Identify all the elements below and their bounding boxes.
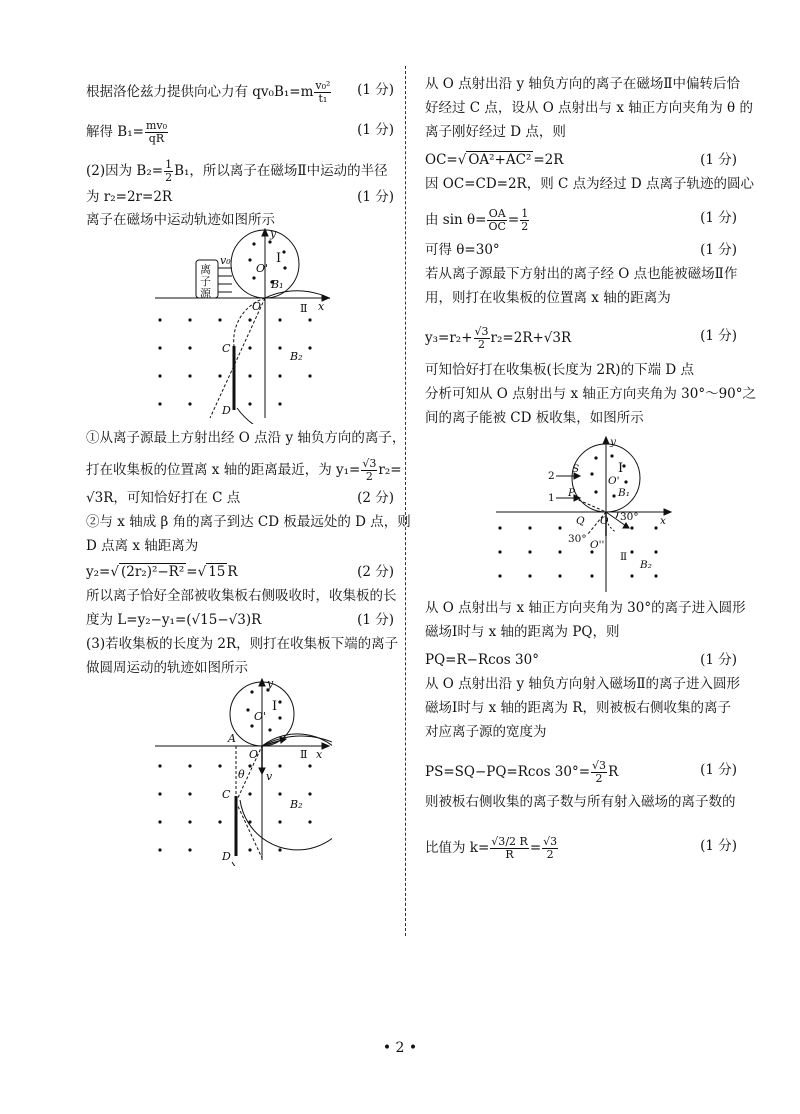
fig1-caption: 离子在磁场中运动轨迹如图所示 xyxy=(86,212,275,228)
svg-text:30°: 30° xyxy=(568,533,587,545)
svg-text:B₁: B₁ xyxy=(271,278,284,291)
p1b: 打在收集板的位置离 x 轴的距离最近，为 y₁= $\frac{√3}{2}$ r₂= xyxy=(86,457,402,483)
p3a: 所以离子恰好全部被收集板右侧吸收时，收集板的长 xyxy=(86,588,397,604)
svg-text:离: 离 xyxy=(200,263,211,276)
svg-text:Ⅱ: Ⅱ xyxy=(300,302,308,315)
column-divider xyxy=(405,66,406,936)
svg-text:B₂: B₂ xyxy=(290,350,303,363)
p1c: √3R，可知恰好打在 C 点 (2 分) xyxy=(86,490,394,506)
r19: 对应离子源的宽度为 xyxy=(425,724,547,740)
svg-text:O': O' xyxy=(608,475,620,487)
svg-text:源: 源 xyxy=(200,287,211,300)
svg-text:Ⅰ: Ⅰ xyxy=(276,251,282,266)
svg-text:B₂: B₂ xyxy=(290,798,303,811)
svg-text:y: y xyxy=(610,436,616,448)
r9: 用，则打在收集板的位置离 x 轴的距离为 xyxy=(425,290,671,306)
svg-text:y: y xyxy=(270,228,277,240)
svg-text:D: D xyxy=(222,850,231,863)
svg-text:O': O' xyxy=(254,710,267,723)
eq-lorentz: 根据洛伦兹力提供向心力有 qv₀B₁=m $\frac{\text{v₀²}}{\text{t₁}}$ (1 分) xyxy=(86,79,394,105)
r15: 磁场Ⅰ时与 x 轴的距离为 PQ，则 xyxy=(425,624,620,640)
figure-2-trajectory xyxy=(150,678,332,866)
r12: 分析可知从 O 点射出与 x 轴正方向夹角为 30°～90°之 xyxy=(425,386,756,402)
r2: 好经过 C 点，设从 O 点射出与 x 轴正方向夹角为 θ 的 xyxy=(425,100,753,116)
svg-text:O: O xyxy=(249,748,259,761)
eq-b1: 解得 B₁= $\frac{\text{mv₀}}{qR}$ (1 分) xyxy=(86,119,394,145)
svg-text:x: x xyxy=(318,300,325,313)
r11: 可知恰好打在收集板(长度为 2R)的下端 D 点 xyxy=(425,362,694,378)
svg-text:C: C xyxy=(222,342,231,355)
p3b: 度为 L=y₂−y₁=(√15−√3)R (1 分) xyxy=(86,612,394,628)
svg-text:P: P xyxy=(568,487,576,499)
svg-text:S: S xyxy=(572,463,580,475)
r13: 间的离子能被 CD 板收集，如图所示 xyxy=(425,410,644,426)
svg-text:y: y xyxy=(267,678,274,690)
p2b: D 点离 x 轴距离为 xyxy=(86,538,199,554)
svg-text:θ: θ xyxy=(238,768,245,781)
p2a: ②与 x 轴成 β 角的离子到达 CD 板最远处的 D 点，则 xyxy=(86,514,411,530)
eq-y3: y₃=r₂+ $\frac{√3}{2}$ r₂=2R+√3R (1 分) xyxy=(425,325,737,351)
eq-pq: PQ=R−Rcos 30° (1 分) xyxy=(425,652,737,668)
svg-text:O': O' xyxy=(256,262,269,275)
svg-text:Ⅱ: Ⅱ xyxy=(300,748,308,761)
page-number: • 2 • xyxy=(382,1040,418,1056)
eq-ps: PS=SQ−PQ=Rcos 30°= $\frac{√3}{2}$ R (1 分) xyxy=(425,759,737,785)
eq-r2: 为 r₂=2r=2R (1 分) xyxy=(86,189,394,205)
svg-text:子: 子 xyxy=(200,275,211,288)
svg-text:C: C xyxy=(222,788,231,801)
p1a: ①从离子源最上方射出经 O 点沿 y 轴负方向的离子， xyxy=(86,430,406,446)
svg-text:B₂: B₂ xyxy=(640,559,652,571)
p4b: 做圆周运动的轨迹如图所示 xyxy=(86,660,248,676)
r8: 若从离子源最下方射出的离子经 O 点也能被磁场Ⅱ作 xyxy=(425,266,738,282)
part2-text: (2)因为 B₂= $\frac{1}{2}$ B₁，所以离子在磁场Ⅱ中运动的半径 xyxy=(86,158,388,184)
svg-text:A: A xyxy=(228,732,236,745)
eq-sin: 由 sin θ= $\frac{OA}{OC}$ = $\frac{1}{2}$ (1 分) xyxy=(425,207,737,233)
svg-text:O'': O'' xyxy=(590,539,605,551)
eq-theta: 可得 θ=30° (1 分) xyxy=(425,242,737,258)
svg-text:30°: 30° xyxy=(620,511,639,523)
figure-3-trajectory xyxy=(492,436,682,596)
svg-text:v₀: v₀ xyxy=(220,254,231,267)
r18: 磁场Ⅰ时与 x 轴的距离为 R，则被板右侧收集的离子 xyxy=(425,700,731,716)
eq-oc: OC=√ OA²+AC² =2R (1 分) xyxy=(425,152,737,168)
svg-text:Ⅰ: Ⅰ xyxy=(272,699,278,714)
r21: 则被板右侧收集的离子数与所有射入磁场的离子数的 xyxy=(425,794,736,810)
p4a: (3)若收集板的长度为 2R，则打在收集板下端的离子 xyxy=(86,636,399,652)
svg-text:Ⅱ: Ⅱ xyxy=(620,551,628,563)
svg-text:B₁: B₁ xyxy=(618,487,630,499)
svg-text:Ⅰ: Ⅰ xyxy=(618,461,624,476)
svg-text:D: D xyxy=(222,404,231,417)
svg-text:v: v xyxy=(266,770,273,783)
svg-text:2: 2 xyxy=(548,470,555,482)
r5: 因 OC=CD=2R，则 C 点为经过 D 点离子轨迹的圆心 xyxy=(425,176,755,192)
r1: 从 O 点射出沿 y 轴负方向的离子在磁场Ⅱ中偏转后恰 xyxy=(425,76,741,92)
r3: 离子刚好经过 D 点，则 xyxy=(425,124,566,140)
svg-text:O: O xyxy=(600,515,609,527)
svg-text:1: 1 xyxy=(548,492,555,504)
r14: 从 O 点射出与 x 轴正方向夹角为 30°的离子进入圆形 xyxy=(425,600,746,616)
svg-text:x: x xyxy=(660,515,666,527)
eq-k: 比值为 k= $\frac{√3/2 R}{R}$ = $\frac{√3}{2}$ (1 分) xyxy=(425,835,737,861)
svg-text:Q: Q xyxy=(576,515,585,527)
svg-text:O: O xyxy=(252,300,262,313)
svg-text:x: x xyxy=(316,748,323,761)
figure-1-trajectory xyxy=(150,228,330,424)
eq-y2: y₂=√ (2r₂)²−R² =√ 15 R (2 分) xyxy=(86,564,394,580)
r17: 从 O 点射出沿 y 轴负方向射入磁场Ⅱ的离子进入圆形 xyxy=(425,676,741,692)
